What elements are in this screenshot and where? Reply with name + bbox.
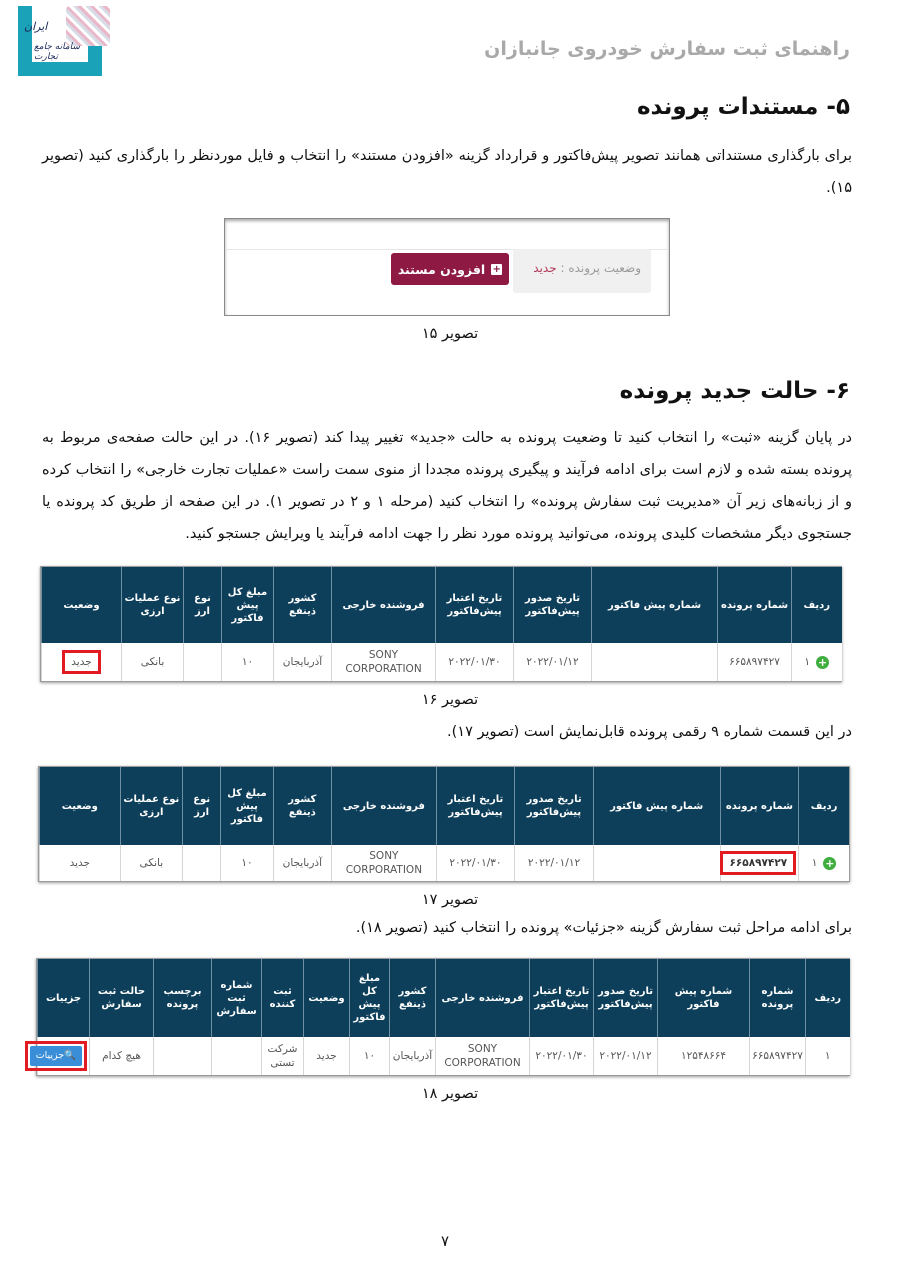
- col-currency: نوع ارز: [184, 567, 222, 643]
- logo-text-system: سامانه جامع تجارت: [34, 42, 80, 62]
- col-file-number: شماره پرونده: [750, 959, 806, 1037]
- col-operation-type: نوع عملیات ارزی: [120, 767, 182, 845]
- col-country: کشور ذینفع: [274, 567, 332, 643]
- col-order-mode: حالت ثبت سفارش: [90, 959, 154, 1037]
- status-value: جدید: [533, 261, 557, 275]
- col-valid-date: تاریخ اعتبار پیش‌فاکتور: [530, 959, 594, 1037]
- col-issue-date: تاریخ صدور پیش‌فاکتور: [514, 567, 592, 643]
- file-number-cell: ۶۶۵۸۹۷۴۲۷: [718, 643, 792, 681]
- logo-text-iran: ایران: [24, 20, 48, 33]
- status-cell: جدید: [40, 845, 121, 881]
- col-operation-type: نوع عملیات ارزی: [122, 567, 184, 643]
- col-file-tag: برچسب پرونده: [154, 959, 212, 1037]
- caption-18: تصویر ۱۸: [421, 1086, 479, 1102]
- section-6-paragraph: در پایان گزینه «ثبت» را انتخاب کنید تا وضعیت پرونده به حالت «جدید» تغییر پیدا کند (تصویر ۱۶). در این حالت صفحه‌ی مربوط به پرونده بسته شده و لازم است برای ادامه فرآیند و پیگیری پرونده مجددا از منوی سمت راست «عملیات تجارت خارجی» را انتخاب کرده و از زبانه‌های زیر آن «مدیریت ثبت سفارش پرونده» را انتخاب کنید (مرحله ۱ و ۲ در تصویر ۱). در این صفحه از طریق کد پرونده یا جستجوی دیگر مشخصات کلیدی پرونده، می‌توانید پرونده مورد نظر را جهت ادامه فرآیند یا ویرایش جستجو کنید.: [42, 430, 852, 542]
- table-row: +۱ ۶۶۵۸۹۷۴۲۷ ۲۰۲۲/۰۱/۱۲ ۲۰۲۲/۰۱/۳۰ SONY CORPORATION آذربایجان ۱۰ بانکی جدید: [42, 643, 842, 681]
- figure-18-table: [36, 958, 850, 1076]
- details-button[interactable]: 🔍جزییات: [30, 1046, 82, 1066]
- col-issue-date: تاریخ صدور پیش‌فاکتور: [594, 959, 658, 1037]
- caption-17: تصویر ۱۷: [421, 892, 479, 908]
- section-5-heading: ۵- مستندات پرونده: [636, 94, 850, 120]
- col-status: وضعیت: [304, 959, 350, 1037]
- status-box: [513, 249, 651, 293]
- col-amount: مبلغ کل پیش فاکتور: [222, 567, 274, 643]
- file-number-highlight: ۶۶۵۸۹۷۴۲۷: [720, 851, 796, 875]
- figure-17-table: [38, 766, 850, 882]
- page-number: ۷: [441, 1232, 450, 1250]
- section-5-paragraph: برای بارگذاری مستنداتی همانند تصویر پیش‌فاکتور و قرارداد گزینه «افزودن مستند» را انتخاب و فایل مورد‌نظر را بارگذاری کنید (تصویر ۱۵).: [42, 148, 852, 196]
- table-row: +۱ ۶۶۵۸۹۷۴۲۷ ۲۰۲۲/۰۱/۱۲ ۲۰۲۲/۰۱/۳۰ SONY CORPORATION آذربایجان ۱۰ بانکی جدید: [40, 845, 850, 881]
- col-file-number: شماره پرونده: [720, 767, 799, 845]
- col-row: ردیف: [792, 567, 842, 643]
- caption-16: تصویر ۱۶: [421, 692, 479, 708]
- col-amount: مبلغ کل پیش فاکتور: [221, 767, 273, 845]
- plus-icon: +: [492, 263, 501, 275]
- col-seller: فروشنده خارجی: [332, 567, 436, 643]
- page-header-title: راهنمای ثبت سفارش خودروی جانبازان: [484, 38, 850, 60]
- col-currency: نوع ارز: [183, 767, 221, 845]
- logo: [14, 4, 104, 76]
- figure-18-intro: برای ادامه مراحل ثبت سفارش گزینه «جزئیات» پرونده را انتخاب کنید (تصویر ۱۸).: [355, 920, 852, 936]
- col-file-number: شماره پرونده: [718, 567, 792, 643]
- col-status: وضعیت: [40, 767, 121, 845]
- col-proforma-number: شماره پیش فاکتور: [593, 767, 720, 845]
- col-valid-date: تاریخ اعتبار پیش‌فاکتور: [436, 567, 514, 643]
- status-highlight: جدید: [62, 650, 100, 674]
- caption-15: تصویر ۱۵: [421, 326, 479, 342]
- col-amount: مبلغ کل پیش فاکتور: [350, 959, 390, 1037]
- search-icon: 🔍: [64, 1050, 76, 1061]
- col-issue-date: تاریخ صدور پیش‌فاکتور: [515, 767, 594, 845]
- col-registrar: ثبت کننده: [262, 959, 304, 1037]
- col-country: کشور ذینفع: [273, 767, 331, 845]
- col-proforma-number: شماره پیش فاکتور: [592, 567, 718, 643]
- status-text: وضعیت پرونده : جدید: [533, 261, 641, 275]
- table-row: ۱ ۶۶۵۸۹۷۴۲۷ ۱۲۵۴۸۶۶۴ ۲۰۲۲/۰۱/۱۲ ۲۰۲۲/۰۱/۳۰ SONY CORPORATION آذربایجان ۱۰ جدید شرکت تستی هیچ کدام 🔍جزییات: [38, 1037, 850, 1075]
- details-highlight: [25, 1041, 87, 1071]
- add-document-label: افزودن مستند: [397, 261, 486, 277]
- col-country: کشور ذینفع: [390, 959, 436, 1037]
- col-order-number: شماره ثبت سفارش: [212, 959, 262, 1037]
- expand-icon[interactable]: +: [817, 655, 828, 669]
- col-proforma-number: شماره پیش فاکتور: [658, 959, 750, 1037]
- add-document-button[interactable]: [391, 253, 509, 285]
- col-valid-date: تاریخ اعتبار پیش‌فاکتور: [436, 767, 515, 845]
- col-row: ردیف: [799, 767, 849, 845]
- expand-icon[interactable]: +: [825, 856, 835, 870]
- figure-16-table: [40, 566, 842, 682]
- col-seller: فروشنده خارجی: [332, 767, 437, 845]
- section-6-heading: ۶- حالت جدید پرونده: [619, 378, 850, 404]
- col-row: ردیف: [806, 959, 850, 1037]
- figure-17-intro: در این قسمت شماره ۹ رقمی پرونده قابل‌نمایش است (تصویر ۱۷).: [447, 724, 852, 740]
- col-details: جزییات: [38, 959, 90, 1037]
- col-status: وضعیت: [42, 567, 122, 643]
- figure-15: [224, 218, 670, 316]
- col-seller: فروشنده خارجی: [436, 959, 530, 1037]
- logo-artwork: [66, 6, 110, 46]
